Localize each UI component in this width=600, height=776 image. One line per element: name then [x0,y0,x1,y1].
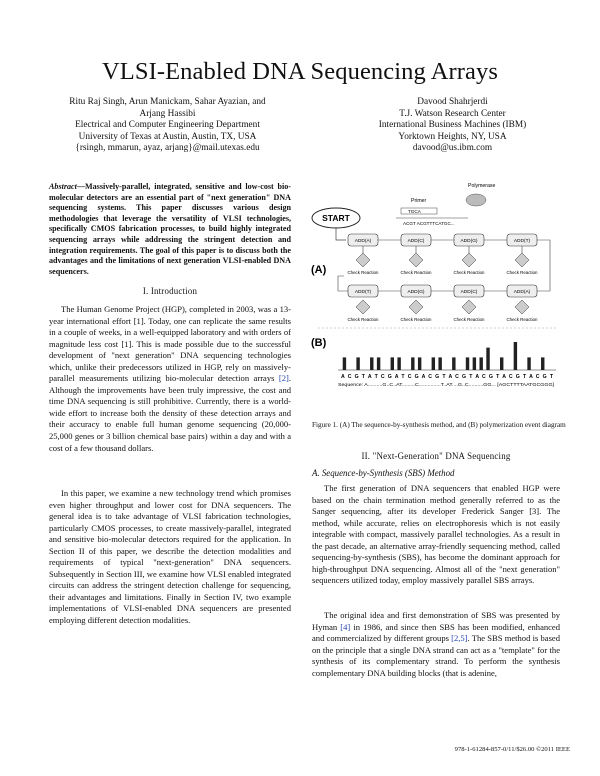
polymerization-bar [391,357,394,370]
polymerization-bar [452,357,455,370]
author-email-right: davood@us.ibm.com [412,143,493,154]
author-name: Davood Shahrjerdi [417,97,488,107]
author-company: International Business Machines (IBM) [378,120,527,131]
polymerization-bar [397,357,400,370]
add-label: ADD(G) [460,239,478,244]
polymerization-bar [343,357,346,370]
polymerization-bar [418,357,421,370]
author-names-line1: Ritu Raj Singh, Arun Manickam, Sahar Ayazian, and [69,97,266,107]
section-heading-ngs: II. "Next-Generation" DNA Sequencing [361,451,511,461]
check-label: Check Reaction [347,270,379,275]
section-heading-introduction: I. Introduction [142,286,198,296]
polymerization-bar [356,357,359,370]
authors-right [345,97,560,155]
polymerase-shape [466,194,486,206]
polymerization-bar [466,357,469,370]
add-label: ADD(T) [513,239,531,244]
add-label: ADD(T) [354,290,372,295]
add-label: ADD(C) [460,290,478,295]
polymerization-bar [479,357,482,370]
author-city: Yorktown Heights, NY, USA [398,131,507,142]
check-label: Check Reaction [506,317,538,322]
polymerization-bar [527,357,530,370]
authors-left [40,97,295,155]
add-label: ADD(C) [407,239,425,244]
add-label: ADD(A) [354,239,372,244]
start-label: START [322,213,350,223]
primer-sequence: TGCA [408,209,421,214]
citation-link[interactable]: [2,5] [451,633,468,644]
paper-title: VLSI-Enabled DNA Sequencing Arrays [102,58,498,85]
author-names-line2: Arjang Hassibi [139,108,196,119]
polymerization-bar [370,357,373,370]
polymerase-label: Polymerase [468,183,496,189]
author-center: T.J. Watson Research Center [399,108,506,119]
check-label: Check Reaction [453,317,485,322]
abstract-text: —Massively-parallel, integrated, sensitive and low-cost bio-molecular detectors are an essential part of "next generation" DNA sequencing systems. This paper discusses various design methodologies that leverage the versatility of VLSI technologies, specifically CMOS fabrication processes, to build highly integrated sequencing arrays while addressing the stringent detection and integration requirements. The goal of this paper is to discuss both the advantages and the limitations of next generation VLSI-enabled DNA sequencers. [49,182,291,276]
add-row-1 [348,234,539,275]
author-email: {rsingh, mmarun, ayaz, arjang}@mail.utexas.edu [75,143,260,154]
panel-a-label: (A) [311,264,327,276]
polymerization-bar [438,357,441,370]
polymerization-bars [343,342,545,370]
check-label: Check Reaction [347,317,379,322]
figure-1 [308,180,560,412]
polymerization-bar [486,348,489,370]
caption-text: Figure 1. (A) The sequence-by-synthesis method, and (B) polymerization event diagram [312,421,566,429]
polymerization-bar [541,357,544,370]
citation-link[interactable]: [4] [340,621,351,632]
polymerization-bar [514,342,517,370]
add-label: ADD(G) [407,290,425,295]
primer-label: Primer [411,198,427,204]
polymerization-bar [473,357,476,370]
abstract-label: Abstract [49,182,77,191]
add-label: ADD(A) [513,290,531,295]
citation-link[interactable]: [2] [278,373,289,384]
polymerization-bar [432,357,435,370]
check-label: Check Reaction [400,317,432,322]
author-dept: Electrical and Computer Engineering Department [75,120,260,131]
sbs-paragraph-2: The original idea and first demonstration of SBS was presented by Hyman [4] in 1986, and since then SBS has been modified, enhanced and commercialized by different groups [2,5]. The SBS method is based on the principle that a single DNA strand can act as a "template" for the synthesis of its complementary strand. To perform the synthesis complementary DNA building blocks (that is adenine, [312,610,560,678]
check-label: Check Reaction [506,270,538,275]
intro-paragraph-1: The Human Genome Project (HGP), completed in 2003, was a 13-year international effort [1]. Today, one can replicate the same results in a couple of weeks, in a well-equipped laboratory and with orders of magnitude less cost [1]. This is made possible due to the successful development of "next generation" DNA sequencing technologies which, unlike their predecessors utilized in HGP, rely on massively-parallel measurements utilizing bio-molecular detection arrays [2]. Although the improvements have been truly impressive, the cost and time DNA sequencing is still prohibitive. Currently, there is a world-wide effort to increase both the density of these detection arrays and their accuracy to enable full human genome sequencing (20,000-25,000 genes or 3 billion chemical base pairs) within a day and with a cost of a few thousand dollars. [49,304,291,453]
sequence-readout: Sequence: A..........G..C..AT.........C...............T..AT....G..C..........GG... [AGCTTTTAATGCGGG] [338,382,554,387]
polymerization-bar [500,357,503,370]
add-row-2 [348,285,539,322]
base-sequence: A C G T A T C G A T C G A C G T A C G T A C G T A C G T A C G T [341,374,553,380]
check-label: Check Reaction [453,270,485,275]
panel-b-label: (B) [311,337,327,349]
copyright-footer: 978-1-61284-857-0/11/$26.00 ©2011 IEEE [454,746,570,753]
template-sequence: ACGT ACGTTTCATGC... [403,221,455,226]
polymerization-bar [411,357,414,370]
figure-caption [312,421,566,430]
abstract [49,182,291,277]
polymerization-bar [377,357,380,370]
intro-paragraph-2: In this paper, we examine a new technology trend which promises even higher throughput and lower cost for DNA sequencers. The general idea is to take advantage of VLSI fabrication technologies, particularly CMOS processes, to create massively-parallel, integrated and sensitive bio-molecular detectors required for the application. In Section II of this paper, we describe the detection modalities and requirements of typical "next-generation" DNA sequencers. Subsequently in Section III, we examine how VLSI enabled integrated circuits can address the stringent detection challenge for sequencing, their advantages and limitations. Finally in Section IV, two example implementations of VLSI-enabled DNA sequencers are presented employing different detection modalities. [49,488,291,626]
check-label: Check Reaction [400,270,432,275]
sbs-paragraph-1: The first generation of DNA sequencers that enabled HGP were based on the chain termination method generally referred to as the Sanger sequencing, after its developer Frederick Sanger [3]. The method, while accurate, relies on electrophoresis which is not easily integrable with compact, massively parallel technologies. As a result in the past decade, an alternative array-friendly sequencing method, called sequencing-by-synthesis (SBS), has become the dominant approach for high-throughput DNA sequencing. Almost all of the "next generation" sequencers utilized today, employ massively parallel SBS arrays. [312,483,560,586]
subsection-heading-sbs: A. Sequence-by-Synthesis (SBS) Method [312,468,455,478]
author-univ: University of Texas at Austin, Austin, TX, USA [78,131,257,142]
